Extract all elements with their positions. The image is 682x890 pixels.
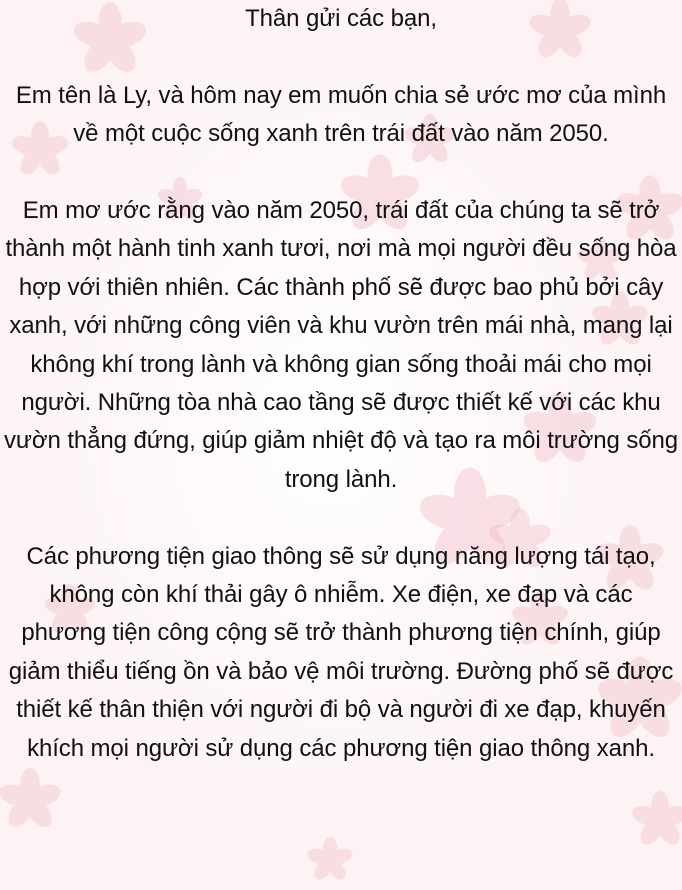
greeting: Thân gửi các bạn, (245, 5, 437, 32)
paragraph-intro: Em tên là Ly, và hôm nay em muốn chia sẻ ước mơ của mình về một cuộc sống xanh trên trái đất vào năm 2050. (15, 81, 667, 148)
paragraph-green-city: Em mơ ước rằng vào năm 2050, trái đất của chúng ta sẽ trở thành một hành tinh xanh tươi, nơi mà mọi người đều sống hòa hợp với thiên nhiên. Các thành phố sẽ được bao phủ bởi cây xanh, với những công viên và khu vườn trên mái nhà, mang lại không khí trong lành và không gian sống thoải mái cho mọi người. Những tòa nhà cao tầng sẽ được thiết kế với các khu vườn thẳng đứng, giúp giảm nhiệt độ và tạo ra môi trường sống trong lành. (4, 197, 678, 493)
paragraph-spacer (4, 499, 678, 537)
paragraph-spacer (4, 38, 678, 76)
paragraph-spacer (4, 154, 678, 192)
paragraph-transport: Các phương tiện giao thông sẽ sử dụng năng lượng tái tạo, không còn khí thải gây ô nhiễm. Xe điện, xe đạp và các phương tiện công cộng sẽ trở thành phương tiện chính, giúp giảm thiểu tiếng ồn và bảo vệ môi trường. Đường phố sẽ được thiết kế thân thiện với người đi bộ và người đi xe đạp, khuyến khích mọi người sử dụng các phương tiện giao thông xanh. (8, 542, 674, 762)
